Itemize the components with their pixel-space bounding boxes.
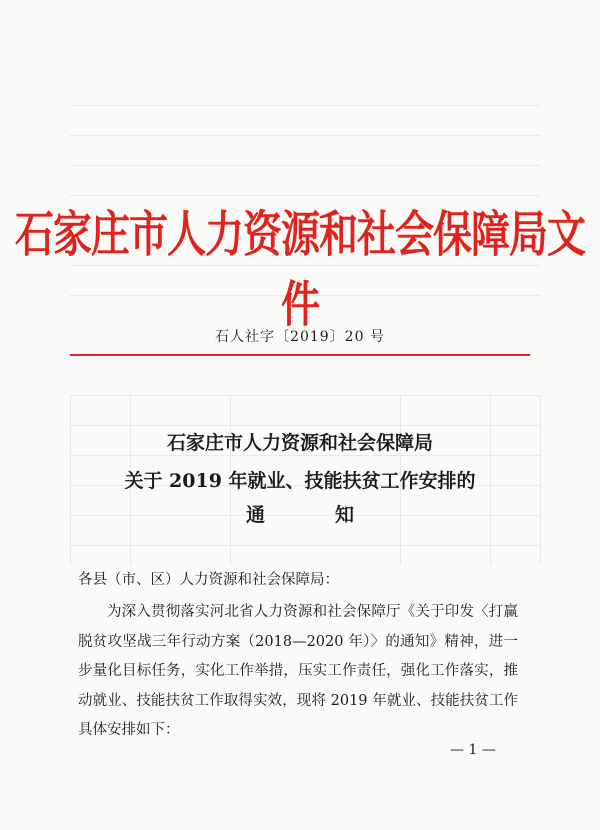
notice-title-line3: 通知: [245, 504, 424, 526]
salutation: 各县（市、区）人力资源和社会保障局：: [78, 572, 339, 588]
letterhead-title: 石家庄市人力资源和社会保障局文件: [14, 206, 585, 334]
red-divider-line: [70, 354, 530, 356]
page-number: — 1 —: [450, 742, 496, 758]
notice-title-line2: 关于 2019 年就业、技能扶贫工作安排的: [124, 470, 476, 492]
body-paragraph: 为深入贯彻落实河北省人力资源和社会保障厅《关于印发〈打赢脱贫攻坚战三年行动方案（2018—2020 年）〉的通知》精神，进一步量化目标任务，实化工作举措，压实工作责任，强化工作落实，推动就业、技能扶贫工作取得实效，现将 2019 年就业、技能扶贫工作具体安排如下：: [78, 604, 518, 738]
document-number: 石人社字〔2019〕20 号: [215, 329, 385, 345]
notice-title-line1: 石家庄市人力资源和社会保障局: [166, 432, 433, 454]
